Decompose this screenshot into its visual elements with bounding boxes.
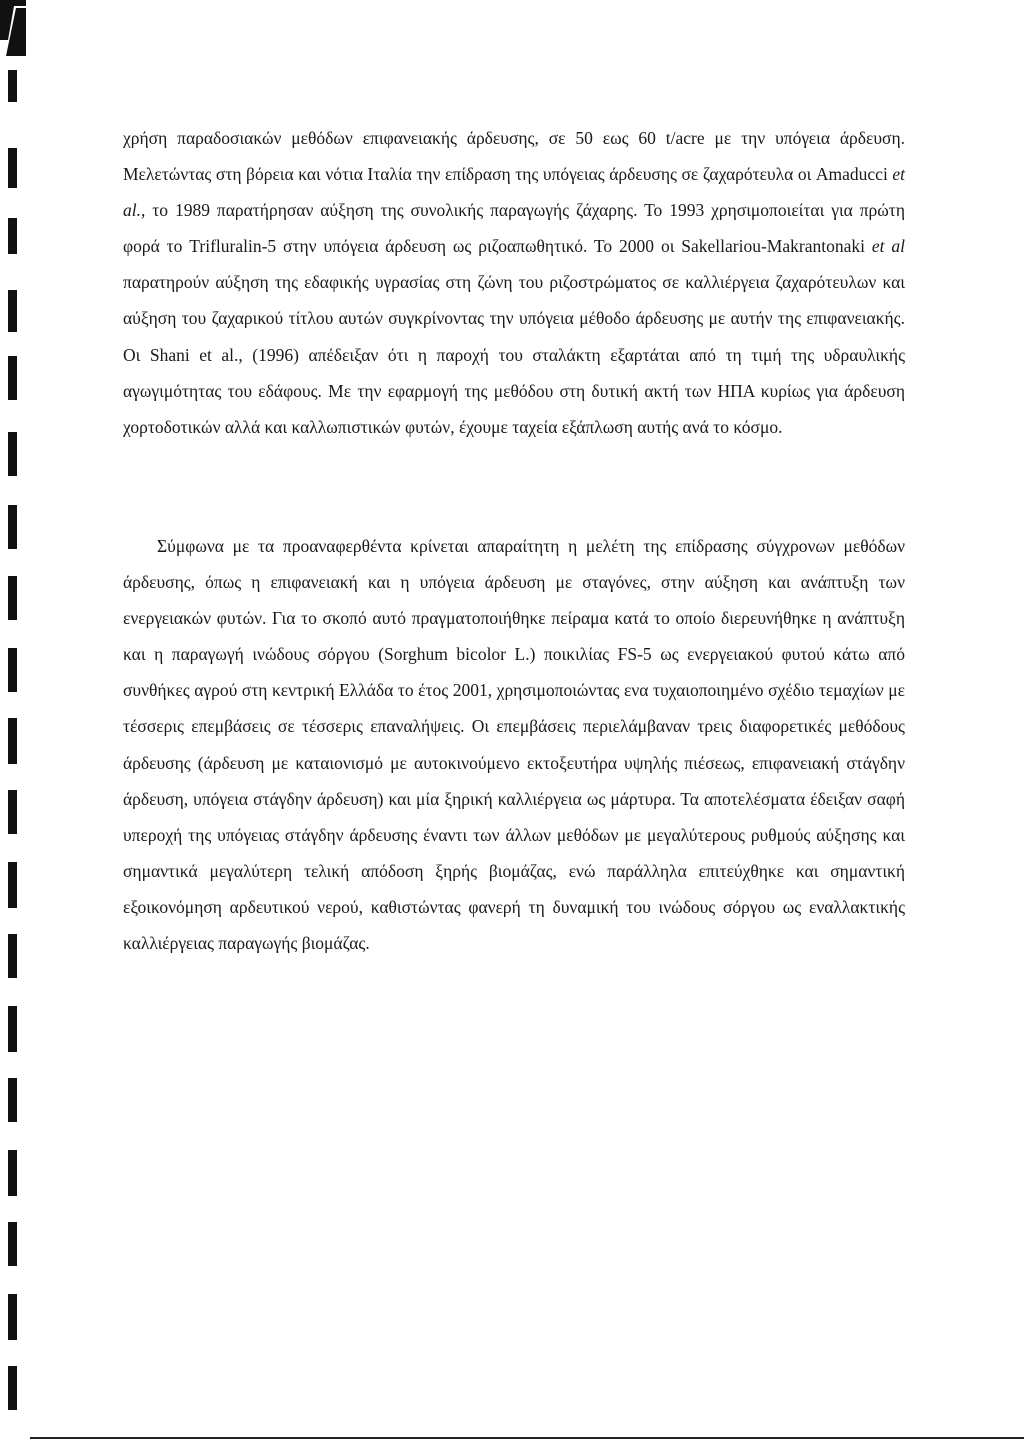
scan-margin-mark [8, 70, 17, 102]
scan-margin-mark [8, 356, 17, 400]
et-al-italic-2: et al [871, 236, 906, 257]
body-paragraph-1 [123, 120, 905, 445]
bottom-scan-line [30, 1437, 1024, 1439]
scan-margin-mark [8, 1078, 17, 1122]
scan-margin-mark [8, 934, 17, 978]
scan-margin-mark [8, 290, 17, 332]
scan-margin-mark [8, 505, 17, 549]
scan-margin-mark [8, 1294, 17, 1340]
scan-margin-mark [8, 218, 17, 254]
scan-margin-mark [8, 862, 17, 908]
scan-margin-mark [8, 790, 17, 834]
scan-corner-mark [0, 0, 26, 58]
scan-margin-mark [8, 1006, 17, 1052]
scan-margin-mark [8, 576, 17, 620]
scan-margin-mark [8, 718, 17, 764]
paragraph-1-text-b: , το 1989 παρατήρησαν αύξηση της συνολικής παραγωγής ζάχαρης. Το 1993 χρησιμοποιείται για πρώτη φορά το Trifluralin-5 στην υπόγεια άρδευση ως ριζοαπωθητικό. Το 2000 οι Sakellariou-Makrantonaki [123, 200, 905, 257]
scan-margin-mark [8, 648, 17, 692]
scan-margin-mark [8, 148, 17, 188]
et-al-italic-1: et al. [123, 164, 905, 221]
body-paragraph-2: Σύμφωνα με τα προαναφερθέντα κρίνεται απαραίτητη η μελέτη της επίδρασης σύγχρονων μεθόδων άρδευσης, όπως η επιφανειακή και η υπόγεια άρδευση με σταγόνες, στην αύξηση και ανάπτυξη των ενεργειακών φυτών. Για το σκοπό αυτό πραγματοποιήθηκε πείραμα κατά το οποίο διερευνήθηκε η ανάπτυξη και η παραγωγή ινώδους σόργου (Sorghum bicolor L.) ποικιλίας FS-5 ως ενεργειακού φυτού κάτω από συνθήκες αγρού στη κεντρική Ελλάδα το έτος 2001, χρησιμοποιώντας ενα τυχαιοποιημένο σχέδιο τεμαχίων με τέσσερις επεμβάσεις σε τέσσερις επαναλήψεις. Οι επεμβάσεις περιελάμβαναν τρεις διαφορετικές μεθόδους άρδευσης (άρδευση με καταιονισμό με αυτοκινούμενο εκτοξευτήρα υψηλής πιέσεως, επιφανειακή στάγδην άρδευση, υπόγεια στάγδην άρδευση) και μία ξηρική καλλιέργεια ως μάρτυρα. Τα αποτελέσματα έδειξαν σαφή υπεροχή της υπόγειας στάγδην άρδευσης έναντι των άλλων μεθόδων με μεγαλύτερους ρυθμούς αύξησης και σημαντικά μεγαλύτερη τελική απόδοση ξηρής βιομάζας, ενώ παράλληλα επιτεύχθηκε και σημαντική εξοικονόμηση αρδευτικού νερού, καθιστώντας φανερή τη δυναμική του ινώδους σόργου ως εναλλακτικής καλλιέργειας παραγωγής βιομάζας. [123, 536, 905, 954]
scan-margin-mark [8, 1366, 17, 1410]
scan-margin-mark [8, 1222, 17, 1266]
scan-margin-mark [8, 432, 17, 476]
paragraph-1-text-c: παρατηρούν αύξηση της εδαφικής υγρασίας στη ζώνη του ριζοστρώματος σε καλλιέργεια ζαχαρότευλων και αύξηση του ζαχαρικού τίτλου αυτών συγκρίνοντας την υπόγεια μέθοδο άρδευσης με αυτήν της επιφανειακής. Οι Shani et al., (1996) απέδειξαν ότι η παροχή του σταλάκτη εξαρτάται από τη τιμή της υδραυλικής αγωγιμότητας του εδάφους. Με την εφαρμογή της μεθόδου στη δυτική ακτή των ΗΠΑ κυρίως για άρδευση χορτοδοτικών αλλά και καλλωπιστικών φυτών, έχουμε ταχεία εξάπλωση αυτής ανά το κόσμο. [123, 272, 905, 437]
scan-margin-mark [8, 1150, 17, 1196]
paragraph-1-text-a: χρήση παραδοσιακών μεθόδων επιφανειακής άρδευσης, σε 50 εως 60 t/acre με την υπόγεια άρδευση. Μελετώντας στη βόρεια και νότια Ιταλία την επίδραση της υπόγειας άρδευσης σε ζαχαρότευλα οι Amaducci [123, 128, 905, 185]
